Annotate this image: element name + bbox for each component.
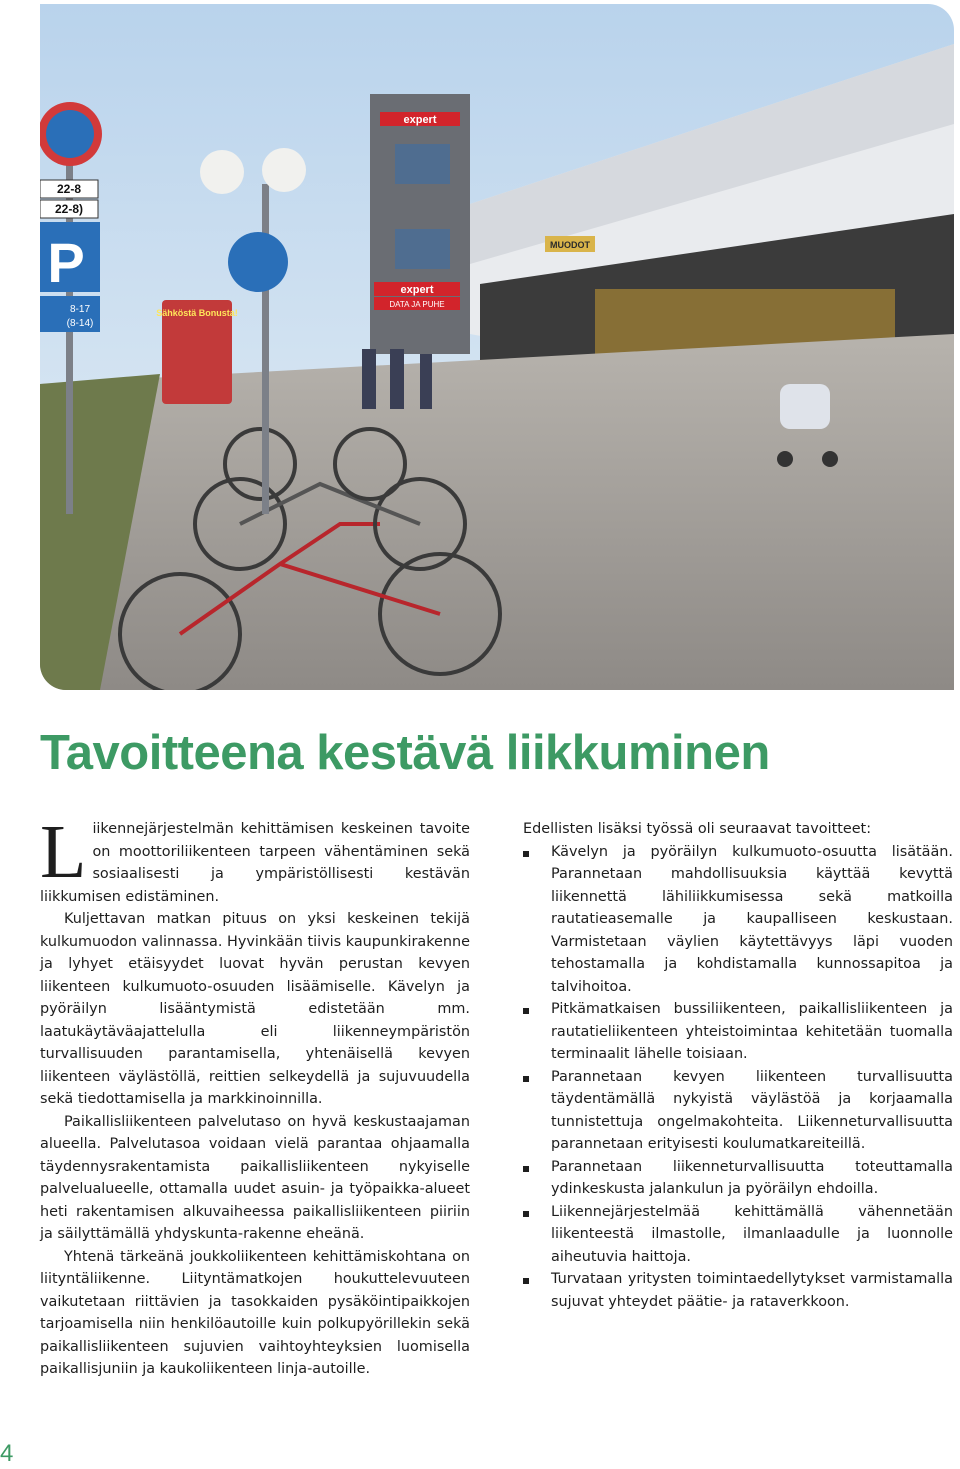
goal-item: Parannetaan liikenneturvallisuutta toteuttamalla ydinkeskusta jalankulun ja pyöräilyn ehdoilla.	[523, 1156, 953, 1201]
goal-item: Kävelyn ja pyöräilyn kulkumuoto-osuutta lisätään. Parannetaan mahdollisuuksia käyttää kevyttä liikennettä lähiliikkumisessa sekä matkoilla rautatieasemalle ja kaupalliseen keskustaan. Varmistetaan väylien käytettävyys läpi vuoden tehostamalla ja kohdistamalla kunnossapitoa ja talvihoitoa.	[523, 841, 953, 999]
paragraph: Kuljettavan matkan pituus on yksi keskeinen tekijä kulkumuodon valinnassa. Hyvinkään tiivis kaupunkirakenne ja lyhyet etäisyydet luovat hyvän perustan kevyen liikenteen kulkumuoto-osuuden lisäämiselle. Kävelyn ja pyöräilyn lisääntymistä edistetään mm. laatukäytäväajattelulla eli liikenneympäristön turvallisuuden parantamisella, yhtenäisellä kevyen liikenteen väylästöllä, reittien selkeydellä ja sujuvuudella sekä tiedottamisella ja markkinoinnilla.	[40, 911, 470, 1107]
time-sign-3: 8-17	[69, 304, 91, 315]
advertising-kiosk	[156, 300, 238, 404]
page-title: Tavoitteena kestävä liikkuminen	[40, 726, 770, 780]
paragraph: Yhtenä tärkeänä joukkoliikenteen kehittämiskohtana on liityntäliikenne. Liityntämatkojen houkuttelevuuteen vaikutetaan riittävien ja tasokkaiden pysäköintipaikkojen tarjoamisella niin henkilöautoille kuin polkupyörillekin sekä paikallisliikenteen sujuvien vaihtoyhteyksien luomisella paikallisjuniin ja kaukoliikenteen linja-autoille.	[40, 1248, 470, 1377]
paragraph: Paikallisliikenteen palvelutaso on hyvä keskustaajaman alueella. Palvelutasoa voidaan vielä parantaa ohjaamalla täydennysrakentamista paikallisliikenteen nykyiselle palvelualueelle, ottamalla uudet asuin- ja työpaikka-alueet heti rakentamisen alkuvaiheessa paikallisliikenteen piiriin ja säilyttämällä yhdyskunta-rakenne eheänä.	[40, 1113, 470, 1242]
intro-text: iikennejärjestelmän kehittämisen keskeinen tavoite on moottoriliikenteen tarpeen vähentäminen sekä sosiaalisesti ja ympäristöllisesti kestävän liikkumisen edistäminen.	[40, 821, 470, 905]
page-number: 4	[0, 1440, 14, 1467]
left-column	[40, 810, 470, 1381]
expert-sign-sub-text: DATA JA PUHE	[389, 300, 445, 309]
right-column	[523, 818, 953, 1313]
goal-item: Parannetaan kevyen liikenteen turvallisuutta täydentämällä nykyistä väylästöä ja korjaamalla tunnistettuja ongelmakohteita. Liikenneturvallisuutta parannetaan erityisesti koulumatkareiteillä.	[523, 1066, 953, 1156]
pedestrians	[362, 349, 432, 409]
kiosk-text: Sähköstä Bonusta!	[156, 308, 238, 318]
shop-sign-text: MUODOT	[550, 240, 590, 250]
parking-sign: P	[47, 231, 85, 294]
goal-item: Pitkämatkaisen bussiliikenteen, paikallisliikenteen ja rautatieliikenteen yhteistoimintaa kehitetään tuomalla terminaalit lähelle toisiaan.	[523, 998, 953, 1066]
expert-tower	[370, 94, 470, 354]
drop-cap: L	[40, 810, 87, 894]
time-sign-2: 22-8)	[54, 202, 84, 216]
time-sign-4: (8-14)	[66, 318, 94, 329]
intro-paragraph	[40, 810, 470, 908]
goals-intro: Edellisten lisäksi työssä oli seuraavat tavoitteet:	[523, 821, 872, 837]
street-photo	[40, 4, 954, 690]
goal-item: Liikennejärjestelmää kehittämällä vähennetään liikenteestä ilmastolle, ilmanlaadulle ja luonnolle aiheutuvia haittoja.	[523, 1201, 953, 1269]
goals-list	[523, 841, 953, 1314]
goal-item: Turvataan yritysten toimintaedellytykset varmistamalla sujuvat yhteydet päätie- ja rataverkkoon.	[523, 1268, 953, 1313]
expert-sign-mid-text: expert	[400, 284, 434, 296]
time-sign-1: 22-8	[56, 182, 82, 196]
expert-sign-top-text: expert	[403, 114, 437, 126]
